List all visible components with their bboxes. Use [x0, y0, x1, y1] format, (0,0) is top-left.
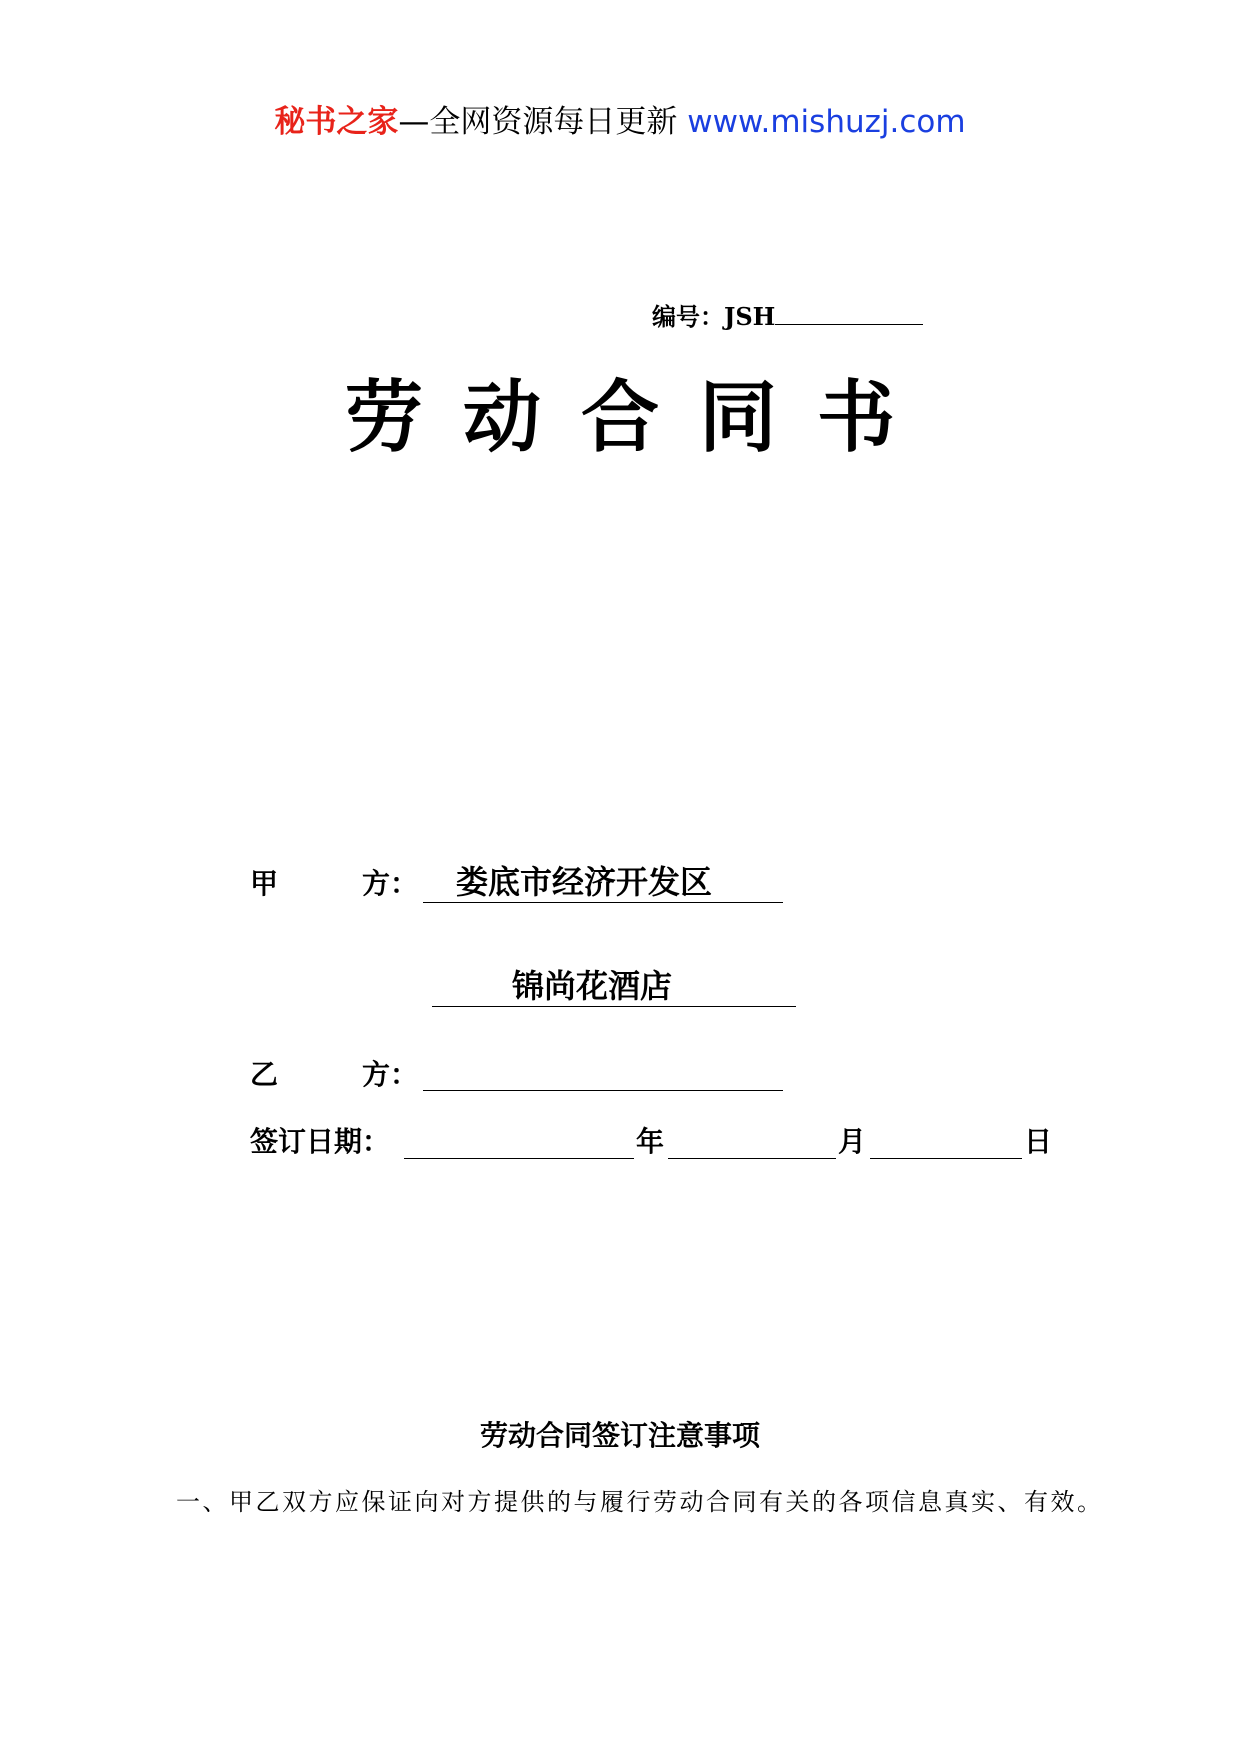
- party-a-value-line-1: 娄底市经济开发区: [456, 863, 713, 901]
- party-a-label-char: 甲: [250, 867, 279, 900]
- notes-heading: 劳动合同签订注意事项: [479, 1419, 760, 1452]
- party-a-value-line-2: 锦尚花酒店: [512, 967, 673, 1005]
- sign-date-month-label: 月: [838, 1125, 867, 1158]
- notes-item: 一、甲乙双方应保证向对方提供的与履行劳动合同有关的各项信息真实、有效。: [176, 1488, 1104, 1516]
- sign-date-month-blank: [668, 1118, 836, 1159]
- party-b-label-char: 乙: [250, 1058, 279, 1091]
- sign-date-day-label: 日: [1024, 1125, 1053, 1158]
- banner-brand: 秘书之家: [274, 104, 399, 140]
- sign-date-day-blank: [870, 1118, 1022, 1159]
- banner-url-link[interactable]: www.mishuzj.com: [687, 104, 966, 140]
- contract-number-label: 编号：JSH: [652, 302, 776, 331]
- site-banner: [0, 100, 1240, 144]
- sign-date-label: 签订日期：: [250, 1125, 391, 1158]
- sign-date-year-label: 年: [636, 1125, 665, 1158]
- party-a-label-suffix: 方：: [362, 867, 419, 900]
- banner-slogan: —全网资源每日更新: [398, 104, 678, 140]
- contract-number-blank: [775, 298, 923, 325]
- sign-date-year-blank: [404, 1118, 634, 1159]
- document-title: 劳动合同书: [344, 372, 935, 463]
- party-b-label-suffix: 方：: [362, 1058, 419, 1091]
- party-b-blank: [423, 1050, 783, 1091]
- contract-number: [652, 298, 923, 334]
